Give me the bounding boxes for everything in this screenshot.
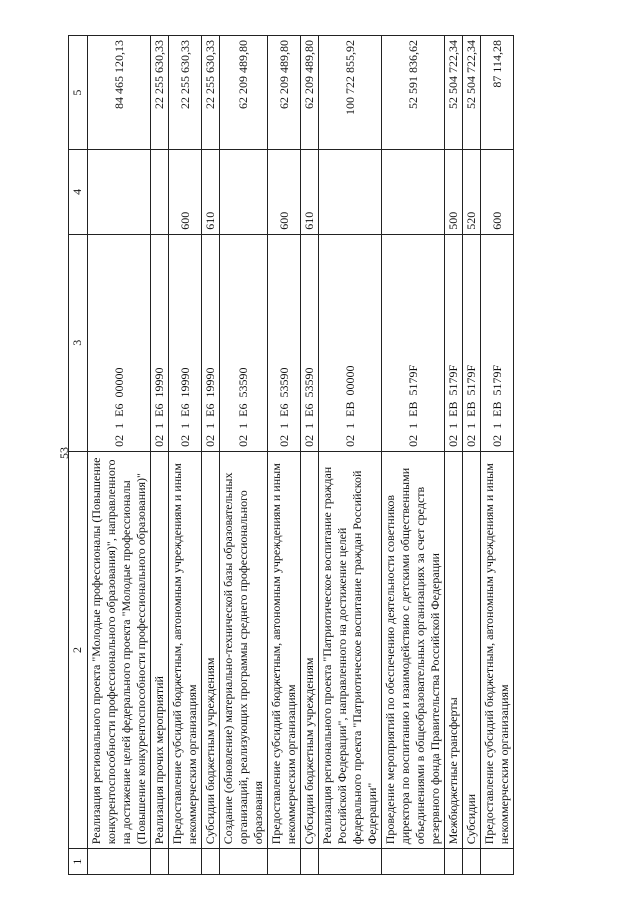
header-col-2: 2 [69, 451, 88, 848]
table-cell-name: Реализация прочих мероприятий [151, 451, 169, 848]
table-cell-type: 610 [301, 150, 319, 235]
table-cell-amount: 62 209 489,80 [268, 36, 301, 150]
header-col-5: 5 [69, 36, 88, 150]
table-cell-index [319, 849, 382, 875]
table-row [151, 36, 169, 875]
table-cell-code: 02 1 Е6 19990 [202, 234, 220, 451]
table-cell-type: 610 [202, 150, 220, 235]
table-cell-type [88, 150, 151, 235]
budget-table-rotated [68, 35, 608, 875]
table-cell-amount: 22 255 630,33 [202, 36, 220, 150]
header-col-1: 1 [69, 849, 88, 875]
table-cell-index [445, 849, 463, 875]
table-cell-name: Предоставление субсидий бюджетным, автономным учреждениям и иным некоммерческим организациям [481, 451, 514, 848]
table-cell-type: 600 [481, 150, 514, 235]
table-cell-type [319, 150, 382, 235]
table-cell-name: Предоставление субсидий бюджетным, автономным учреждениям и иным некоммерческим организациям [268, 451, 301, 848]
table-row [481, 36, 514, 875]
table-cell-amount: 87 114,28 [481, 36, 514, 150]
table-cell-code: 02 1 Е6 53590 [301, 234, 319, 451]
table-cell-code: 02 1 Е6 00000 [88, 234, 151, 451]
table-cell-code: 02 1 Е6 19990 [151, 234, 169, 451]
table-cell-index [268, 849, 301, 875]
table-cell-type: 600 [268, 150, 301, 235]
table-cell-index [382, 849, 445, 875]
header-col-3: 3 [69, 234, 88, 451]
table-row [319, 36, 382, 875]
table-cell-code: 02 1 ЕВ 5179F [382, 234, 445, 451]
table-cell-type: 500 [445, 150, 463, 235]
table-cell-type [151, 150, 169, 235]
table-cell-index [220, 849, 268, 875]
table-cell-type: 520 [463, 150, 481, 235]
table-cell-index [202, 849, 220, 875]
table-cell-amount: 22 255 630,33 [151, 36, 169, 150]
table-cell-name: Субсидии [463, 451, 481, 848]
table-cell-index [151, 849, 169, 875]
table-row [382, 36, 445, 875]
table-cell-index [463, 849, 481, 875]
table-row [202, 36, 220, 875]
table-cell-name: Реализация регионального проекта "Молодые профессионалы (Повышение конкурентоспособности профессионального образования)", направленного на достижение целей федерального проекта "Молодые профессионалы (Повышение конкурентоспособности профессионального образования)" [88, 451, 151, 848]
table-row [88, 36, 151, 875]
table-cell-amount: 22 255 630,33 [169, 36, 202, 150]
table-cell-amount: 52 504 722,34 [463, 36, 481, 150]
header-col-4: 4 [69, 150, 88, 235]
table-cell-code: 02 1 Е6 19990 [169, 234, 202, 451]
table-cell-index [169, 849, 202, 875]
table-row [169, 36, 202, 875]
table-cell-name: Проведение мероприятий по обеспечению деятельности советников директора по воспитанию и взаимодействию с детскими общественными объединениями в общеобразовательных организациях за счет средств резервного фонда Правительства Российской Федерации [382, 451, 445, 848]
table-cell-code: 02 1 ЕВ 5179F [445, 234, 463, 451]
table-cell-code: 02 1 ЕВ 5179F [481, 234, 514, 451]
table-row [301, 36, 319, 875]
table-cell-code: 02 1 Е6 53590 [220, 234, 268, 451]
table-cell-type [220, 150, 268, 235]
table-cell-name: Предоставление субсидий бюджетным, автономным учреждениям и иным некоммерческим организациям [169, 451, 202, 848]
budget-table [68, 35, 514, 875]
table-cell-type [382, 150, 445, 235]
table-cell-code: 02 1 Е6 53590 [268, 234, 301, 451]
table-cell-index [88, 849, 151, 875]
table-cell-type: 600 [169, 150, 202, 235]
table-cell-index [481, 849, 514, 875]
table-cell-name: Реализация регионального проекта "Патриотическое воспитание граждан Российской Федерации", направленного на достижение целей федерального проекта "Патриотическое воспитание граждан Российской Федерации" [319, 451, 382, 848]
table-header-row [69, 36, 88, 875]
table-cell-index [301, 849, 319, 875]
table-cell-amount: 100 722 855,92 [319, 36, 382, 150]
page-number: 53 [57, 447, 71, 459]
table-cell-code: 02 1 ЕВ 5179F [463, 234, 481, 451]
table-cell-code: 02 1 ЕВ 00000 [319, 234, 382, 451]
table-cell-amount: 52 504 722,34 [445, 36, 463, 150]
table-row [268, 36, 301, 875]
table-row [463, 36, 481, 875]
table-cell-amount: 52 591 836,62 [382, 36, 445, 150]
table-cell-amount: 62 209 489,80 [220, 36, 268, 150]
table-cell-name: Субсидии бюджетным учреждениям [202, 451, 220, 848]
table-cell-name: Создание (обновление) материально-технической базы образовательных организаций, реализующих программы среднего профессионального образования [220, 451, 268, 848]
table-cell-amount: 84 465 120,13 [88, 36, 151, 150]
table-row [220, 36, 268, 875]
table-cell-name: Межбюджетные трансферты [445, 451, 463, 848]
table-cell-amount: 62 209 489,80 [301, 36, 319, 150]
table-cell-name: Субсидии бюджетным учреждениям [301, 451, 319, 848]
table-row [445, 36, 463, 875]
